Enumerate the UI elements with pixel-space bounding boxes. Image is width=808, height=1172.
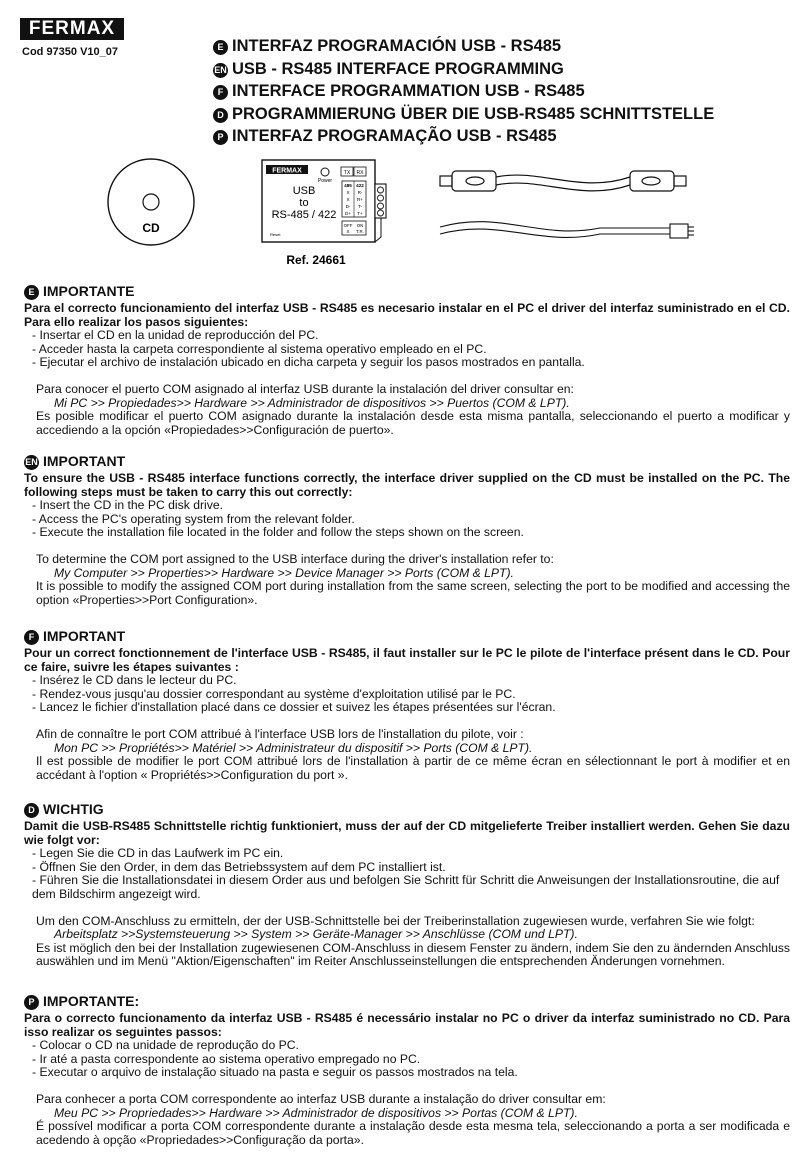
com-note: It is possible to modify the assigned COM port during installation from the same screen, selecting the port to be modified and accessing the option «Properties>>Port Configuration». <box>36 579 790 607</box>
section-lead: To ensure the USB - RS485 interface functions correctly, the interface driver supplied on the CD must be installed on the PC. The following steps must be taken to carry this out correctly: <box>24 471 790 499</box>
com-note: Es posible modificar el puerto COM asignado durante la instalación desde esta misma pantalla, seleccionando el puerto a modificar y accediendo a la opción «Propiedades>>Configuración de puerto». <box>36 409 790 437</box>
section-heading <box>24 803 790 818</box>
lang-badge-icon: F <box>24 630 39 645</box>
title-text: USB - RS485 INTERFACE PROGRAMMING <box>232 59 564 78</box>
section-heading <box>24 455 790 470</box>
cd-label: CD <box>142 221 160 235</box>
section-heading-text: IMPORTANTE <box>43 283 135 299</box>
section-heading-text: WICHTIG <box>43 801 104 817</box>
section-lead: Para o correcto funcionamento da interfaz USB - RS485 é necessário instalar no PC o driver da interfaz suministrado no CD. Para isso realizar os seguintes passos: <box>24 1011 790 1039</box>
menu-path: Mi PC >> Propiedades>> Hardware >> Administrador de dispositivos >> Puertos (COM & LPT). <box>54 395 570 410</box>
step-item: - Colocar o CD na unidade de reprodução do PC. <box>32 1038 299 1053</box>
cd-disc-icon <box>108 159 194 245</box>
com-note: Es ist möglich den bei der Installation zugewiesenen COM-Anschluss in diesem Fenster zu ändern, indem Sie den zu ändernden Anschluss auswählen und im Menü "Aktion/Eigenschaften" im Reiter Anschlusseinstellungen die entsprechenden Änderungen vornehmen. <box>36 940 790 969</box>
step-item: - Ir até a pasta correspondente ao sistema operativo empregado no PC. <box>32 1051 421 1066</box>
step-item: - Ejecutar el archivo de instalación ubicado en dicha carpeta y seguir los pasos mostrados en pantalla. <box>32 355 585 370</box>
section-en <box>24 455 790 607</box>
device-label-line: USB <box>292 185 316 197</box>
step-item: - Lancez le fichier d'installation placé dans ce dossier et suivez les étapes présentées sur l'écran. <box>32 700 556 715</box>
lang-badge-icon: F <box>213 85 228 100</box>
step-item: - Acceder hasta la carpeta correspondiente al sistema operativo empleado en el PC. <box>32 341 487 356</box>
step-item: - Insérez le CD dans le lecteur du PC. <box>32 673 237 688</box>
menu-path: My Computer >> Properties>> Hardware >> Device Manager >> Ports (COM & LPT). <box>54 565 514 580</box>
com-note: É possível modificar a porta COM correspondente durante a instalação desde esta mesma tela, seleccionando a porta a ser modificada e acedendo à opção «Propriedades>>Configuração da porta». <box>36 1119 790 1147</box>
table-cell: R+ <box>356 197 364 202</box>
document-code: Cod 97350 V10_07 <box>22 46 119 58</box>
section-lead: Damit die USB-RS485 Schnittstelle richtig funktioniert, muss der auf der CD mitgelieferte Treiber installiert werden. Gehen Sie dazu wie folgt vor: <box>24 819 790 847</box>
menu-path: Arbeitsplatz >>Systemsteuerung >> System >> Geräte-Manager >> Anschlüsse (COM und LPT). <box>54 927 578 942</box>
section-heading <box>24 995 790 1010</box>
section-de <box>24 803 790 969</box>
section-heading-text: IMPORTANT <box>43 628 126 644</box>
section-lead: Para el correcto funcionamiento del interfaz USB - RS485 es necesario instalar en el PC el driver del interfaz suministrado en el CD. Para ello realizar los pasos siguientes: <box>24 301 790 329</box>
step-item: - Öffnen Sie den Order, in dem das Betriebssystem auf dem PC installiert ist. <box>32 859 446 874</box>
com-intro: Um den COM-Anschluss zu ermitteln, der der USB-Schnittstelle bei der Treiberinstallation zugewiesen wurde, verfahren Sie wie folgt: <box>36 913 755 928</box>
reference-number: Ref. 24661 <box>286 253 346 267</box>
table-cell: R- <box>357 190 363 195</box>
lang-badge-icon: D <box>24 803 39 818</box>
rs485-cable-icon <box>440 222 694 238</box>
device-power-label: Power <box>317 178 333 184</box>
section-es <box>24 285 790 437</box>
title-block <box>213 35 714 148</box>
table-cell: D+ <box>344 211 352 216</box>
com-intro: To determine the COM port assigned to the USB interface during the driver's installation refer to: <box>36 551 554 566</box>
fermax-logo: FERMAX <box>20 18 124 40</box>
switch-cell: T.R. <box>356 229 364 234</box>
table-cell: X <box>346 197 350 202</box>
device-reset-label: Reset <box>270 232 281 237</box>
switch-cell: X <box>346 229 350 234</box>
section-fr <box>24 630 790 782</box>
device-brand: FERMAX <box>272 167 302 175</box>
device-rx-label: RX <box>356 170 364 176</box>
lang-badge-icon: E <box>24 285 39 300</box>
product-illustration <box>0 150 808 275</box>
section-lead: Pour un correct fonctionnement de l'interface USB - RS485, il faut installer sur le PC le pilote de l'interface présent dans le CD. Pour ce faire, suivre les étapes suivantes : <box>24 646 790 674</box>
step-item: - Insertar el CD en la unidad de reproducción del PC. <box>32 328 319 343</box>
table-cell: X <box>346 190 350 195</box>
device-label-line: RS-485 / 422 <box>271 209 337 221</box>
lang-badge-icon: P <box>24 995 39 1010</box>
device-label-line: to <box>299 197 309 209</box>
table-cell: 422 <box>356 183 364 188</box>
table-cell: T- <box>357 204 363 209</box>
menu-path: Meu PC >> Propriedades>> Hardware >> Administrador de dispositivos >> Portas (COM & LPT). <box>54 1105 578 1120</box>
title-text: INTERFACE PROGRAMMATION USB - RS485 <box>232 82 585 100</box>
step-item: - Insert the CD in the PC disk drive. <box>32 498 224 513</box>
com-note: Il est possible de modifier le port COM attribué lors de l'installation à partir de ce même écran en sélectionnant le port à modifier et en accédant à l'option « Propriétés>>Configuration du port ». <box>36 754 790 782</box>
section-pt <box>24 995 790 1147</box>
title-en <box>213 58 714 81</box>
title-text: PROGRAMMIERUNG ÜBER DIE USB-RS485 SCHNITTSTELLE <box>232 104 715 123</box>
lang-badge-icon: D <box>213 108 228 123</box>
step-item: - Führen Sie die Installationsdatei in diesem Order aus und befolgen Sie Schritt für Schritt die Anweisungen der Installationsroutine, die auf dem Bildschirm angezeigt wird. <box>32 873 780 901</box>
switch-off-label: OFF <box>343 223 353 228</box>
step-item: - Rendez-vous jusqu'au dossier correspondant au système d'exploitation utilisé par le PC. <box>32 686 516 701</box>
title-de <box>213 103 714 126</box>
title-fr <box>213 80 714 103</box>
com-intro: Para conhecer a porta COM correspondente ao interfaz USB durante a instalação do driver consultar em: <box>36 1091 606 1106</box>
switch-on-label: ON <box>356 223 364 228</box>
lang-badge-icon: EN <box>24 455 39 470</box>
step-item: - Executar o arquivo de instalação situado na pasta e seguir os passos mostrados na tela. <box>32 1065 518 1080</box>
section-heading <box>24 630 790 645</box>
lang-badge-icon: P <box>213 130 228 145</box>
com-intro: Afin de connaître le port COM attribué à l'interface USB lors de l'installation du pilote, voir : <box>36 726 524 741</box>
section-heading-text: IMPORTANTE: <box>43 993 140 1009</box>
usb-cable-icon <box>440 171 686 191</box>
table-cell: D- <box>345 204 351 209</box>
title-es <box>213 35 714 58</box>
lang-badge-icon: E <box>213 40 228 55</box>
step-item: - Access the PC's operating system from the relevant folder. <box>32 511 355 526</box>
title-text: INTERFAZ PROGRAMACIÓN USB - RS485 <box>232 37 562 55</box>
step-item: - Legen Sie die CD in das Laufwerk im PC ein. <box>32 846 284 861</box>
section-heading-text: IMPORTANT <box>43 453 126 469</box>
title-text: INTERFAZ PROGRAMAÇÃO USB - RS485 <box>232 127 557 145</box>
menu-path: Mon PC >> Propriétés>> Matériel >> Administrateur du dispositif >> Ports (COM & LPT). <box>54 740 533 755</box>
title-pt <box>213 125 714 148</box>
device-tx-label: TX <box>343 170 351 176</box>
lang-badge-icon: EN <box>213 63 228 78</box>
table-cell: 485 <box>344 183 352 188</box>
usb-rs485-device-icon <box>262 160 386 242</box>
step-item: - Execute the installation file located in the folder and follow the steps shown on the screen. <box>32 525 524 540</box>
section-heading <box>24 285 790 300</box>
table-cell: T+ <box>357 211 363 216</box>
com-intro: Para conocer el puerto COM asignado al interfaz USB durante la instalación del driver consultar en: <box>36 381 574 396</box>
